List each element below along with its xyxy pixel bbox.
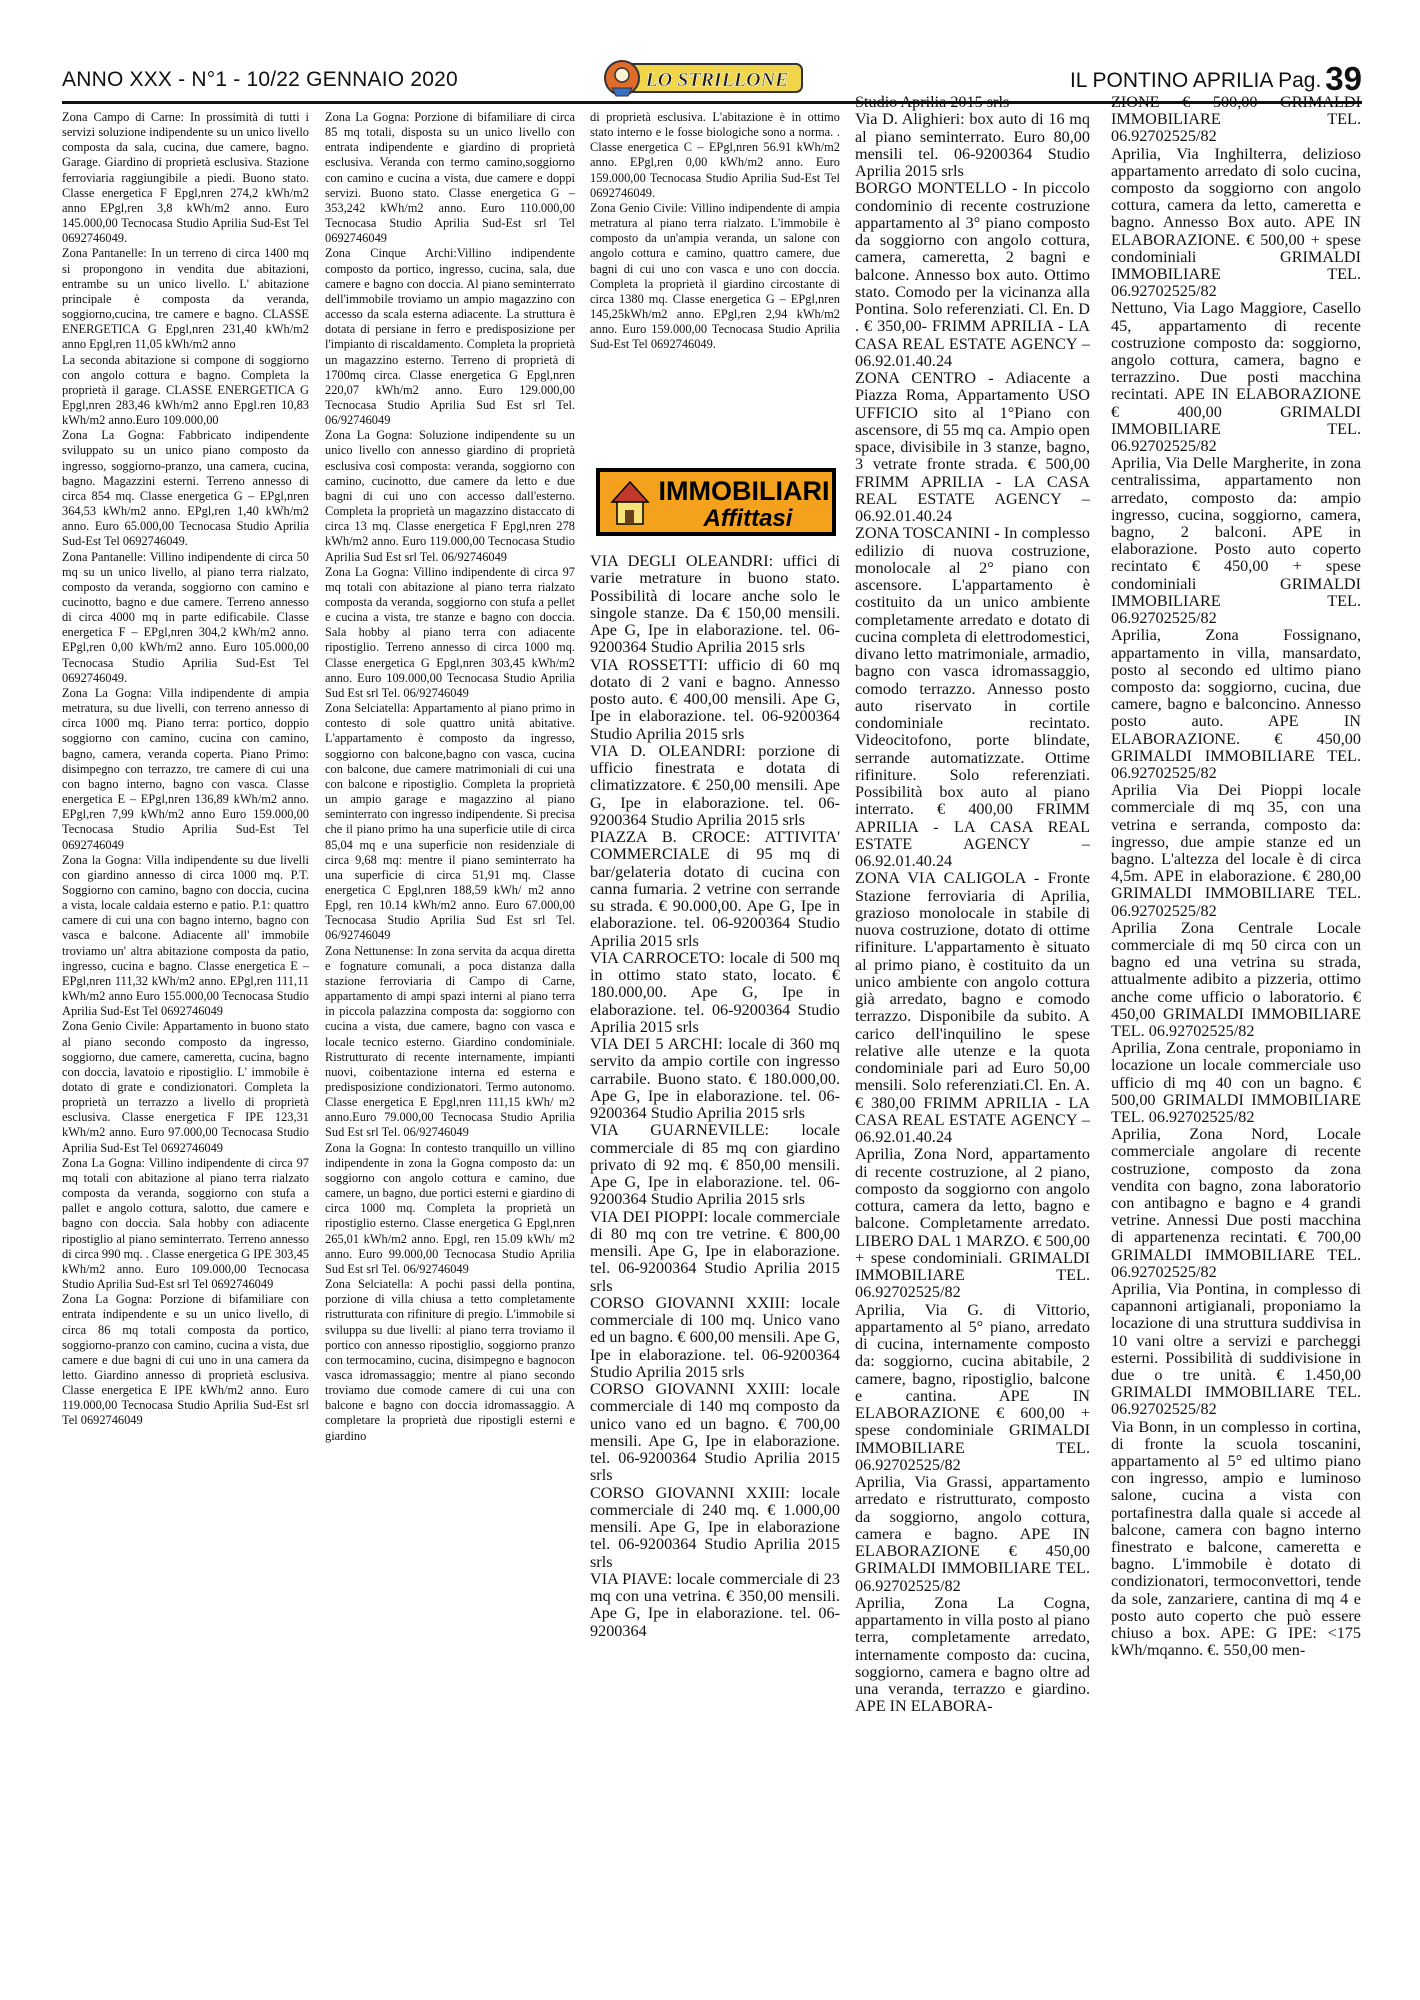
banner-title: IMMOBILIARI [658, 476, 830, 506]
immobiliari-affittasi-banner [590, 462, 842, 542]
listing-paragraph: Zona Selciatella: A pochi passi della pontina, porzione di villa chiusa a tetto completamente ristrutturata con rifiniture di pregio. L'immobile si sviluppa su due livelli: al piano terra troviamo il portico con annesso ripostiglio, soggiorno pranzo con termocamino, cucina, disimpegno e bagnocon vasca idromassaggio; mentre al piano secondo troviamo due comode camere di cui una con balcone e bagno con doccia idromassaggio. A completare la proprietà due ripostigli esterni e giardino [325, 1277, 575, 1443]
listing-paragraph: ZONA CENTRO - Adiacente a Piazza Roma, Appartamento USO UFFICIO sito al 1°Piano con ascensore, di 55 mq ca. Ampio open space, divisibile in 3 stanze, bagno, 3 vetrate fronte strada. € 500,00 FRIMM APRILIA - LA CASA REAL ESTATE AGENCY – 06.92.01.40.24 [855, 369, 1090, 525]
listing-paragraph: Aprilia, Via Inghilterra, delizioso appartamento arredato di solo cucina, composto da soggiorno con angolo cottura, camera da letto, cameretta e bagno. Annesso Box auto. APE IN ELABORAZIONE. € 500,00 + spese condominiali GRIMALDI IMMOBILIARE TEL. 06.92702525/82 [1111, 144, 1361, 301]
listing-paragraph: Zona Pantanelle: In un terreno di circa 1400 mq si propongono in vendita due abitazioni, entrambe su un unico livello. L' abitazione principale è composta da veranda, soggiorno,cucina, tre camere e bagno. CLASSE ENERGETICA G Epgl,nren 231,40 kWh/m2 anno Epgl,ren 11,05 kWh/m2 anno [62, 246, 309, 352]
column-3-top [590, 110, 840, 353]
listing-paragraph: VIA ROSSETTI: ufficio di 60 mq dotato di 2 vani e bagno. Annesso posto auto. € 400,00 mensili. Ape G, Ipe in elaborazione. tel. 06-9200364 Studio Aprilia 2015 srls [590, 655, 840, 743]
listing-paragraph: Nettuno, Via Lago Maggiore, Casello 45, appartamento di recente costruzione composto da: soggiorno, angolo cottura, camera, bagno e terrazzino. Due posti macchina recintati. APE IN ELABORAZIONE € 400,00 GRIMALDI IMMOBILIARE TEL. 06.92702525/82 [1111, 299, 1361, 456]
page-number: 39 [1325, 60, 1362, 97]
listing-paragraph: Zona La Gogna: Villa indipendente di ampia metratura, su due livelli, con terreno annesso di circa 1000 mq. Piano terra: portico, doppio soggiorno con camino, cucina con camino, bagno, camera, veranda coperta. Piano Primo: disimpegno con terrazzo, tre camere di cui una con bagno interno, bagno con vasca. Classe energetica E – EPgl,nren 136,89 kWh/m2 anno. EPgl,ren 7,99 kWh/m2 anno Euro 159.000,00 Tecnocasa Studio Aprilia Sud-Est Tel 0692746049 [62, 685, 309, 852]
listing-paragraph: VIA CARROCETO: locale di 500 mq in ottimo stato stato, locato. € 180.000,00. Ape G, Ipe in elaborazione. tel. 06-9200364 Studio Aprilia 2015 srls [590, 948, 840, 1036]
listing-paragraph: Aprilia, Zona Nord, Locale commerciale angolare di recente costruzione, composto da zona vendita con bagno, zona laboratorio con antibagno e bagno e 4 grandi vetrine. Annessi Due posti macchina di appartenenza recintati. € 700,00 GRIMALDI IMMOBILIARE TEL. 06.92702525/82 [1111, 1125, 1361, 1281]
column-1 [62, 110, 309, 1429]
listing-paragraph: BORGO MONTELLO - In piccolo condominio di recente costruzione appartamento al 3° piano composto da soggiorno con angolo cottura, camera, cameretta, 2 bagni e balcone. Annesso box auto. Ottimo stato. Comodo per la vicinanza alla Pontina. Solo referenziati. Cl. En. D . € 350,00- FRIMM APRILIA - LA CASA REAL ESTATE AGENCY – 06.92.01.40.24 [855, 179, 1090, 370]
listing-paragraph: CORSO GIOVANNI XXIII: locale commerciale di 100 mq. Unico vano ed un bagno. € 600,00 mensili. Ape G, Ipe in elaborazione. tel. 06-9200364 Studio Aprilia 2015 srls [590, 1293, 840, 1381]
column-5 [1111, 94, 1361, 1659]
listing-paragraph: ZIONE € 500,00 GRIMALDI IMMOBILIARE TEL. 06.92702525/82 [1111, 94, 1361, 146]
listing-paragraph: Aprilia, Zona centrale, proponiamo in locazione un locale commerciale uso ufficio di mq 40 con un bagno. € 500,00 GRIMALDI IMMOBILIARE TEL. 06.92702525/82 [1111, 1039, 1361, 1126]
column-2 [325, 110, 575, 1444]
listing-paragraph: Zona Genio Civile: Villino indipendente di ampia metratura al piano terra rialzato. L'immobile è composto da un'ampia veranda, un salone con angolo cottura e camino, quattro camere, due bagni di cui uno con vasca e uno con doccia. Completa la proprietà il giardino circostante di circa 1380 mq. Classe energetica G – EPgl,nren 145,25kWh/m2 anno. EPgl,ren 2,94 kWh/m2 anno. Euro 159.000,00 Tecnocasa Studio Aprilia Sud-Est Tel 0692746049. [590, 200, 840, 352]
listing-paragraph: Zona Selciatella: Appartamento al piano primo in contesto di sole quattro unità abitative. L'appartamento è composto da ingresso, soggiorno con balcone,bagno con vasca, cucina con balcone, due camere matrimoniali di cui una con balcone e ripostiglio. Completa la proprietà un ampio garage e magazzino al piano seminterrato con ingresso indipendente. Si precisa che il piano primo ha una superficie utile di circa 85,04 mq e una superficie non residenziale di circa 9,68 mq: mentre il piano seminterrato ha una superficie di circa 51,91 mq. Classe energetica C Epgl,nren 188,59 kWh/ m2 anno Epgl, ren 10.14 kWh/m2 anno. Euro 67.000,00 Tecnocasa Studio Aprilia Sud Est srl Tel. 06/92746049 [325, 701, 575, 943]
listing-paragraph: VIA PIAVE: locale commerciale di 23 mq con una vetrina. € 350,00 mensili. Ape G, Ipe in elaborazione. tel. 06-9200364 [590, 1569, 840, 1640]
listing-paragraph: La seconda abitazione si compone di soggiorno con angolo cottura e bagno. Completa la proprietà il garage. CLASSE ENERGETICA G Epgl,nren 283,46 kWh/m2 anno Epgl.ren 10,83 kWh/m2 anno.Euro 109.000,00 [62, 352, 309, 428]
listing-paragraph: VIA DEI PIOPPI: locale commerciale di 80 mq con tre vetrine. € 800,00 mensili. Ape G, Ipe in elaborazione. tel. 06-9200364 Studio Aprilia 2015 srls [590, 1207, 840, 1295]
listing-paragraph: Aprilia, Zona Nord, appartamento di recente costruzione, al 2 piano, composto da soggiorno con angolo cottura, camera da letto, bagno e balcone. Completamente arredato. LIBERO DAL 1 MARZO. € 500,00 + spese condominiali. GRIMALDI IMMOBILIARE TEL. 06.92702525/82 [855, 1145, 1090, 1302]
listing-paragraph: Aprilia, Via G. di Vittorio, appartamento al 5° piano, arredato di cucina, internamente composto da: soggiorno, cucina abitabile, 2 camere, bagno, ripostiglio, balcone e cantina. APE IN ELABORAZIONE € 600,00 + spese condominiale GRIMALDI IMMOBILIARE TEL. 06.92702525/82 [855, 1300, 1090, 1474]
listing-paragraph: Zona Nettunense: In zona servita da acqua diretta e fognature comunali, a poca distanza dalla stazione ferroviaria di Campo di Carne, appartamento di ampi spazi interni al piano terra in piccola palazzina composta da: soggiorno con cucina a vista, due camere, bagno con vasca e locale tecnico esterno. Giardino condominiale. Ristrutturato di recente internamente, impianti nuovi, coibentazione interna ed esterna e predisposizione condizionatori. Termo autonomo. Classe energetica E Epgl,nren 111,15 kWh/ m2 anno.Euro 79.000,00 Tecnocasa Studio Aprilia Sud Est srl Tel. 06/92746049 [325, 943, 575, 1140]
logo-text: LO STRILLONE [645, 69, 789, 91]
listing-paragraph: Zona La Gogna: Soluzione indipendente su un unico livello con annesso giardino di proprietà esclusiva così composta: veranda, soggiorno con camino, cucinotto, due camere da letto e due bagni di cui uno con accesso dall'esterno. Completa la proprietà un magazzino distaccato di circa 13 mq. Classe energetica F Epgl,nren 278 kWh/m2 anno. Euro 119.000,00 Tecnocasa Studio Aprilia Sud Est srl Tel. 06/92746049 [325, 428, 575, 564]
listing-paragraph: Zona la Gogna: In contesto tranquillo un villino indipendente in zona la Gogna composto da: un soggiorno con angolo cottura e camino, due camere, un bagno, due portici esterni e giardino di circa 1000 mq. Completa la proprietà un ripostiglio esterno. Classe energetica G Epgl,nren 265,01 kWh/m2 anno. Epgl, ren 15.09 kWh/ m2 anno. Euro 99.000,00 Tecnocasa Studio Aprilia Sud Est srl Tel. 06/92746049 [325, 1140, 575, 1276]
listing-paragraph: Zona la Gogna: Villa indipendente su due livelli con giardino annesso di circa 1000 mq. P.T. Soggiorno con camino, bagno con doccia, cucina a vista, locale caldaia esterno e patio. P.1: quattro camere di cui una con bagno interno, bagno con vasca e balcone. Adiacente all' immobile troviamo un' altra abitazione composta da patio, ingresso, cucina e bagno. Classe energetica E – EPgl,nren 111,32 kWh/m2 anno. EPgl,ren 111,11 kWh/m2 anno Euro 155.000,00 Tecnocasa Studio Aprilia Sud-Est Tel 0692746049 [62, 852, 309, 1019]
listing-paragraph: Aprilia, Via Delle Margherite, in zona centralissima, appartamento non arredato, composto da: ampio ingresso, cucina, soggiorno, camera, bagno, 2 balconi. APE in elaborazione. Posto auto coperto recintato € 450,00 + spese condominiali GRIMALDI IMMOBILIARE TEL. 06.92702525/82 [1111, 454, 1361, 628]
banner-subtitle: Affittasi [703, 505, 793, 532]
listing-paragraph: VIA D. OLEANDRI: porzione di ufficio finestrata e dotata di climatizzatore. € 250,00 mensili. Ape G, Ipe in elaborazione. tel. 06-9200364 Studio Aprilia 2015 srls [590, 741, 840, 829]
listing-paragraph: VIA DEGLI OLEANDRI: uffici di varie metrature in buono stato. Possibilità di locare anche solo le singole stanze. Da € 150,00 mensili. Ape G, Ipe in elaborazione. tel. 06-9200364 Studio Aprilia 2015 srls [590, 553, 840, 657]
listing-paragraph: ZONA TOSCANINI - In complesso edilizio di nuova costruzione, monolocale al 2° piano con ascensore. L'appartamento è costituito da un unico ambiente completamente arredato e dotato di cucina completa di elettrodomestici, divano letto matrimoniale, armadio, bagno con vasca idromassaggio, comodo terrazzo. Annesso posto auto riservato in cortile condominiale recintato. Videocitofono, porte blindate, serrande automatizzate. Ottime rifiniture. Solo referenziati. Possibilità box auto al piano interrato. € 400,00 FRIMM APRILIA - LA CASA REAL ESTATE AGENCY – 06.92.01.40.24 [855, 524, 1090, 870]
listing-paragraph: Via D. Alighieri: box auto di 16 mq al piano seminterrato. Euro 80,00 mensili tel. 06-9200364 Studio Aprilia 2015 srls [855, 110, 1090, 180]
listing-paragraph: PIAZZA B. CROCE: ATTIVITA' COMMERCIALE di 95 mq di bar/gelateria dotato di cucina con canna fumaria. 2 vetrine con serrande su strada. € 90.000,00. Ape G, Ipe in elaborazione. tel. 06-9200364 Studio Aprilia 2015 srls [590, 828, 840, 950]
listing-paragraph: Aprilia, Via Grassi, appartamento arredato e ristrutturato, composto da soggiorno, angolo cottura, camera e bagno. APE IN ELABORAZIONE € 450,00 GRIMALDI IMMOBILIARE TEL. 06.92702525/82 [855, 1473, 1090, 1595]
listing-paragraph: VIA GUARNEVILLE: locale commerciale di 85 mq con giardino privato di 92 mq. € 850,00 mensili. Ape G, Ipe in elaborazione. tel. 06-9200364 Studio Aprilia 2015 srls [590, 1121, 840, 1209]
listing-paragraph: Zona La Gogna: Fabbricato indipendente sviluppato su un unico piano composto da ingresso, soggiorno-pranzo, una camera, cucina, bagno. Magazzini esterni. Terreno annesso di circa 854 mq. Classe energetica G – EPgl,nren 364,53 kWh/m2 anno. EPgl,ren 1,40 kWh/m2 anno. Euro 65.000,00 Tecnocasa Studio Aprilia Sud-Est Tel 0692746049. [62, 428, 309, 549]
listing-paragraph: VIA DEI 5 ARCHI: locale di 360 mq servito da ampio cortile con ingresso carrabile. Buono stato. € 180.000,00. Ape G, Ipe in elaborazione. tel. 06-9200364 Studio Aprilia 2015 srls [590, 1035, 840, 1122]
listing-paragraph: Aprilia Zona Centrale Locale commerciale di mq 50 circa con un bagno ed una vetrina su strada, attualmente adibito a pizzeria, ottimo anche come ufficio o laboratorio. € 450,00 GRIMALDI IMMOBILIARE TEL. 06.92702525/82 [1111, 918, 1361, 1040]
lo-strillone-logo [592, 58, 832, 98]
listing-paragraph: Studio Aprilia 2015 srls [855, 94, 1010, 111]
listing-paragraph: Zona Campo di Carne: In prossimità di tutti i servizi soluzione indipendente su un unico livello composta da sala, cucina, due camere, bagno. Garage. Giardino di proprietà esclusiva. Stazione ferroviaria raggiungibile a piedi. Buono stato. Classe energetica F Epgl,nren 274,2 kWh/m2 anno EPgl,ren 3,8 kWh/m2 anno. Euro 145.000,00 Tecnocasa Studio Aprilia Sud-Est Tel 0692746049. [62, 110, 309, 246]
issue-info: ANNO XXX - N°1 - 10/22 GENNAIO 2020 [62, 68, 458, 91]
listing-paragraph: Zona Cinque Archi:Villino indipendente composto da portico, ingresso, cucina, sala, due camere e bagno con doccia. Al piano seminterrato dell'immobile troviamo un ampio magazzino con accesso da scala esterna adiacente. La struttura è dotata di persiane in ferro e predisposizione per l'impianto di riscaldamento. Completa la proprietà un magazzino esterno. Terreno di proprietà di 1700mq circa. Classe energetica G Epgl,nren 220,07 kWh/m2 anno. Euro 129.000,00 Tecnocasa Studio Aprilia Sud Est srl Tel. 06/92746049 [325, 246, 575, 428]
paper-name: IL PONTINO APRILIA Pag. [1069, 69, 1322, 92]
listing-paragraph: Zona La Gogna: Porzione di bifamiliare di circa 85 mq totali, disposta su un unico livello con entrata indipendente e giardino di proprietà esclusiva. Veranda con termo camino,soggiorno con camino e cucina a vista, due camere e doppi servizi. Buono stato. Classe energetica G – 353,242 kWh/m2 anno. Euro 110.000,00 Tecnocasa Studio Aprilia Sud-Est srl Tel 0692746049 [325, 110, 575, 246]
listing-paragraph: Zona Pantanelle: Villino indipendente di circa 50 mq su un unico livello, al piano terra rialzato, composto da veranda, soggiorno con camino e cucinotto, bagno e due camere. Terreno annesso di circa 4000 mq in parte edificabile. Classe energetica F – EPgl,nren 304,2 kWh/m2 anno. EPgl,ren 0,00 kWh/m2 anno. Euro 105.000,00 Tecnocasa Studio Aprilia Sud-Est Tel 0692746049. [62, 549, 309, 685]
listing-paragraph: Zona Genio Civile: Appartamento in buono stato al piano secondo composto da ingresso, soggiorno, due camere, cameretta, cucina, bagno con doccia, lavatoio e ripostiglio. L' immobile è dotato di grate e condizionatori. Completa la proprietà un terrazzo a livello di proprietà esclusiva. Classe energetica F IPE 123,31 kWh/m2 anno. Euro 97.000,00 Tecnocasa Studio Aprilia Sud-Est Tel 0692746049 [62, 1019, 309, 1155]
listing-paragraph: CORSO GIOVANNI XXIII: locale commerciale di 240 mq. € 1.000,00 mensili. Ape G, Ipe in elaborazione tel. 06-9200364 Studio Aprilia 2015 srls [590, 1483, 840, 1571]
column-3-bottom [590, 553, 840, 1640]
listing-paragraph: CORSO GIOVANNI XXIII: locale commerciale di 140 mq composto da unico vano ed un bagno. € 700,00 mensili. Ape G, Ipe in elaborazione. tel. 06-9200364 Studio Aprilia 2015 srls [590, 1380, 840, 1485]
listing-paragraph: Aprilia Via Dei Pioppi locale commerciale di mq 35, con una vetrina e serranda, composto da: ingresso, due ampie stanze ed un bagno. L'altezza del locale è di circa 4,5m. APE in elaborazione. € 280,00 GRIMALDI IMMOBILIARE TEL. 06.92702525/82 [1111, 781, 1361, 920]
listing-paragraph: Aprilia, Zona La Cogna, appartamento in villa posto al piano terra, completamente arredato, internamente composto da: cucina, soggiorno, camera e bagno oltre ad una veranda, terrazzo e giardino. APE IN ELABORA- [855, 1593, 1090, 1716]
listing-paragraph: Via Bonn, in un complesso in cortina, di fronte la scuola toscanini, appartamento al 5° ed ultimo piano con ingresso, ampio e luminoso salone, cucina a vista con portafinestra dalla quale si accede al balcone, camera con bagno interno finestrato e balcone, cameretta e bagno. L'immobile è dotato di condizionatori, termoconvettori, tende da sole, zanzariere, cantina di mq 4 e posto auto coperto che può essere chiuso a box. APE: G IPE: <175 kWh/mqanno. €. 550,00 men- [1111, 1417, 1361, 1660]
paper-title [1070, 60, 1362, 98]
listing-paragraph: Zona La Gogna: Porzione di bifamiliare con entrata indipendente e su un unico livello, di circa 86 mq totali composta da portico, soggiorno-pranzo con camino, cucina a vista, due camere e due bagni di cui uno in una camera da letto. Giardino annesso di proprietà esclusiva. Classe energetica E IPE kWh/m2 anno. Euro 119.000,00 Tecnocasa Studio Aprilia Sud-Est srl Tel 0692746049 [62, 1292, 309, 1428]
listing-paragraph: Aprilia, Zona Fossignano, appartamento in villa, mansardato, posto al secondo ed ultimo piano composto da: soggiorno, cucina, due camere, bagno e balconcino. Annesso posto auto. APE IN ELABORAZIONE. € 450,00 GRIMALDI IMMOBILIARE TEL. 06.92702525/82 [1111, 626, 1361, 782]
listing-paragraph: Zona La Gogna: Villino indipendente di circa 97 mq totali con abitazione al piano terra rialzato composta da veranda, soggiorno con stufa a pallet e angolo cottura, salotto, due camere e bagno con doccia. Sala hobby con adiacente ripostiglio al piano seminterrato. Terreno annesso di circa 990 mq. . Classe energetica G IPE 303,45 kWh/m2 anno. Euro 109.000,00 Tecnocasa Studio Aprilia Sud-Est srl Tel 0692746049 [62, 1155, 309, 1292]
listing-paragraph: Aprilia, Via Pontina, in complesso di capannoni artigianali, proponiamo la locazione di una struttura suddivisa in 10 vani oltre a servizi e parcheggi esterni. Possibilità di suddivisione in due o tre unità. € 1.450,00 GRIMALDI IMMOBILIARE TEL. 06.92702525/82 [1111, 1280, 1361, 1419]
listing-paragraph: Zona La Gogna: Villino indipendente di circa 97 mq totali con abitazione al piano terra rialzato composta da veranda, soggiorno con stufa a pellet e cucina a vista, tre stanze e bagno con doccia. Sala hobby al piano terra con adiacente ripostiglio. Terreno annesso di circa 1000 mq. Classe energetica G Epgl,nren 303,45 kWh/m2 anno. Euro 109.000,00 Tecnocasa Studio Aprilia Sud Est srl Tel. 06/92746049 [325, 564, 575, 700]
listing-paragraph: di proprietà esclusiva. L'abitazione è in ottimo stato interno e le fosse biologiche sono a norma. . Classe energetica C – EPgl,nren 56.91 kWh/m2 anno. EPgl,ren 0,00 kWh/m2 anno. Euro 159.000,00 Tecnocasa Studio Aprilia Sud-Est Tel 0692746049. [590, 110, 840, 200]
column-4 [855, 94, 1090, 1716]
listing-paragraph: ZONA VIA CALIGOLA - Fronte Stazione ferroviaria di Aprilia, grazioso monolocale in stabile di nuova costruzione, dotato di ottime rifiniture. L'appartamento è situato al primo piano, è costituito da un unico ambiente con angolo cottura già arredato, bagno e comodo terrazzo. Disponibile da subito. A carico dell'inquilino le spese relative alle utenze e la quota condominiale pari ad Euro 50,00 mensili. Solo referenziati.Cl. En. A. € 380,00 FRIMM APRILIA - LA CASA REAL ESTATE AGENCY – 06.92.01.40.24 [855, 869, 1090, 1146]
